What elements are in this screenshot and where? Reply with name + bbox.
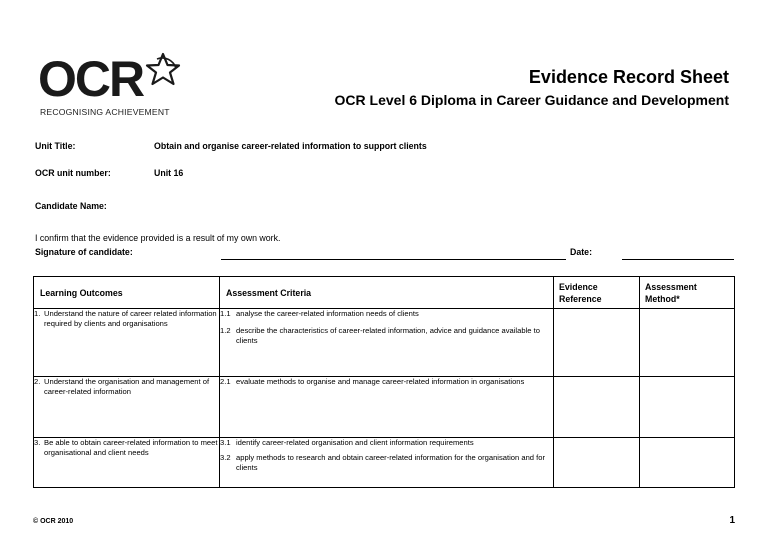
signature-line[interactable] (221, 259, 566, 260)
lo-number: 3. (34, 438, 41, 447)
criterion-text: identify career-related organisation and client information requirements (236, 438, 474, 447)
criterion-number: 1.2 (220, 326, 231, 335)
logo-text: OCR (38, 51, 144, 107)
criterion-number: 2.1 (220, 377, 231, 386)
candidate-name-label: Candidate Name: (35, 201, 107, 211)
criterion-text: analyse the career-related information needs of clients (236, 309, 419, 318)
assessment-method-cell[interactable] (640, 438, 735, 488)
page-subtitle: OCR Level 6 Diploma in Career Guidance and Development (334, 92, 729, 108)
learning-outcome-cell (34, 438, 220, 488)
copyright: © OCR 2010 (33, 518, 74, 525)
page-number: 1 (729, 515, 735, 526)
criterion-text: apply methods to research and obtain career-related information for the organisation and for clients (236, 453, 545, 472)
evidence-table (33, 276, 735, 488)
criteria-cell (220, 377, 554, 438)
lo-text: Be able to obtain career-related information to meet organisational and client needs (44, 438, 218, 457)
criterion-number: 3.2 (220, 453, 231, 462)
evidence-reference-cell[interactable] (554, 438, 640, 488)
declaration-text: I confirm that the evidence provided is a result of my own work. (35, 233, 281, 243)
star-icon (143, 52, 183, 88)
lo-text: Understand the nature of career related information required by clients and organisations (44, 309, 217, 328)
table-header-row (34, 277, 735, 309)
lo-number: 2. (34, 377, 41, 386)
table-row (34, 309, 735, 377)
unit-number-label: OCR unit number: (35, 168, 111, 178)
logo-tagline: RECOGNISING ACHIEVEMENT (40, 107, 170, 117)
signature-label: Signature of candidate: (35, 247, 133, 257)
criterion (220, 438, 553, 448)
criterion (220, 453, 553, 473)
header-assessment-criteria: Assessment Criteria (220, 277, 554, 309)
header-assessment-method: Assessment Method* (640, 277, 735, 309)
date-line[interactable] (622, 259, 734, 260)
unit-number-value: Unit 16 (154, 168, 184, 178)
assessment-method-cell[interactable] (640, 377, 735, 438)
unit-title-value: Obtain and organise career-related information to support clients (154, 141, 427, 151)
date-label: Date: (570, 247, 592, 257)
unit-title-label: Unit Title: (35, 141, 76, 151)
assessment-method-cell[interactable] (640, 309, 735, 377)
criterion (220, 326, 553, 346)
evidence-reference-cell[interactable] (554, 377, 640, 438)
ocr-logo (38, 51, 188, 122)
page-title: Evidence Record Sheet (528, 67, 729, 87)
criterion-text: evaluate methods to organise and manage career-related information in organisations (236, 377, 525, 386)
table-row (34, 377, 735, 438)
criteria-cell (220, 438, 554, 488)
header-learning-outcomes: Learning Outcomes (34, 277, 220, 309)
criterion-number: 3.1 (220, 438, 231, 447)
criterion-text: describe the characteristics of career-related information, advice and guidance available to clients (236, 326, 540, 345)
lo-number: 1. (34, 309, 41, 318)
criterion (220, 377, 553, 387)
criterion-number: 1.1 (220, 309, 231, 318)
header-evidence-reference: Evidence Reference (554, 277, 640, 309)
criteria-cell (220, 309, 554, 377)
criterion (220, 309, 553, 319)
table-row (34, 438, 735, 488)
learning-outcome-cell (34, 377, 220, 438)
learning-outcome-cell (34, 309, 220, 377)
evidence-reference-cell[interactable] (554, 309, 640, 377)
lo-text: Understand the organisation and management of career-related information (44, 377, 210, 396)
